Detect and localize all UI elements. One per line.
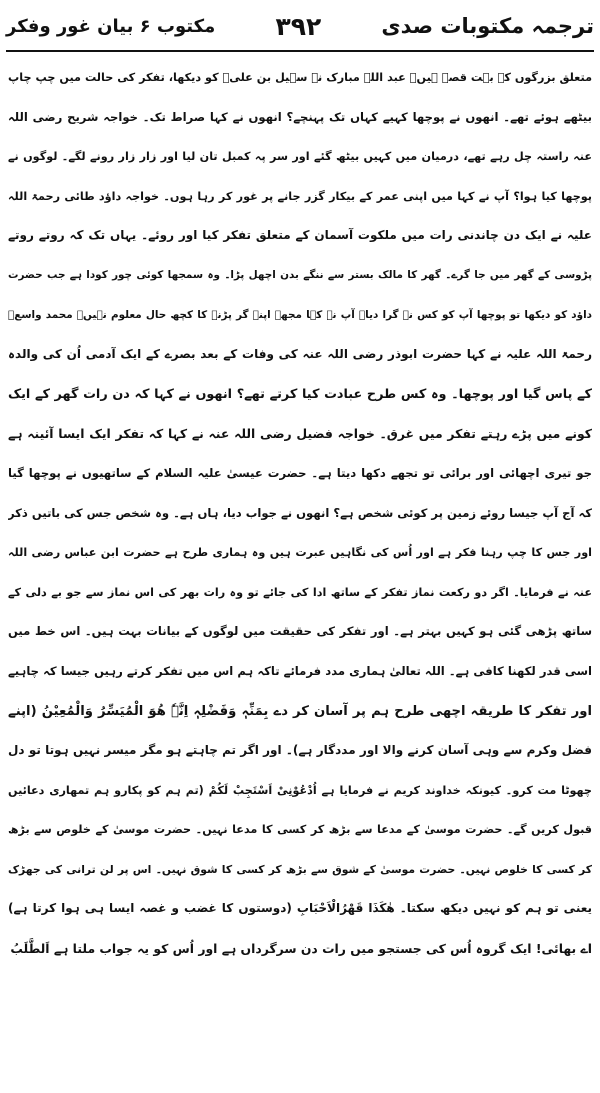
- text-line: بیٹھے ہوئے تھے۔ انھوں نے پوچھا کہیے کہاں تک پہنچے؟ انھوں نے کہا صراط تک۔ خواجہ شریح رضی اللہ: [8, 109, 592, 124]
- text-line: کے پاس گیا اور پوچھا۔ وہ کس طرح عبادت کیا کرتے تھے؟ انھوں نے کہا کہ دن رات گھر کے ایک: [8, 386, 592, 402]
- page-header: [6, 2, 594, 50]
- text-line: علیہ نے ایک دن چاندنی رات میں ملکوت آسمان کے متعلق تفکر کیا اور روئے۔ یہاں تک کہ روتے روتے: [8, 228, 592, 243]
- body-text: [8, 58, 592, 1088]
- header-rule: [6, 50, 594, 52]
- text-line: کہ آج آپ جیسا روئے زمین پر کوئی شخص ہے؟ انھوں نے جواب دیا، ہاں ہے۔ وہ شخص جس کی باتیں ذکر: [8, 505, 592, 520]
- text-line: چھوٹا مت کرو۔ کیونکہ خداوند کریم نے فرمایا ہے اُدْعُوْنِیْ اَسْتَجِبْ لَکُمْ (تم ہم کو پکارو ہم تمھاری دعائیں: [8, 783, 592, 797]
- text-line: ساتھ پڑھی گئی ہو کہیں بہتر ہے۔ اور تفکر کی حقیقت میں لوگوں کے بیانات بہت ہیں۔ اس خط میں: [8, 624, 592, 639]
- text-line: اے بھائی! ایک گروہ اُس کی جستجو میں رات دن سرگرداں ہے اور اُس کو یہ جواب ملتا ہے اَلطَّلَبُ: [10, 941, 592, 957]
- text-line: عنہ راستہ چل رہے تھے، درمیان میں کہیں بیٹھ گئے اور سر پہ کمبل تان لیا اور زار زار رونے لگے۔ لوگوں نے: [8, 150, 592, 164]
- text-line: متعلق بزرگوں کے بہت قصے ہیں۔ عبد اللہ مبارک نے سہیل بن علیؒ کو دیکھا، تفکر کی حالت میں چپ چاپ: [8, 71, 592, 84]
- text-line: کر کسی کا خلوص نہیں۔ حضرت موسیٰ کے شوق سے بڑھ کر کسی کا شوق نہیں۔ اس پر لن ترانی کی جھڑک: [8, 862, 592, 876]
- page-number: ۳۹۲: [275, 11, 322, 41]
- text-line: پڑوسی کے گھر میں جا گرے۔ گھر کا مالک بستر سے ننگے بدن اچھل پڑا۔ وہ سمجھا کوئی چور کودا ہے جب حضرت: [8, 268, 592, 281]
- text-line: اور جس کا چپ رہنا فکر ہے اور اُس کی نگاہیں عبرت ہیں وہ ہماری طرح ہے حضرت ابن عباس رضی اللہ: [8, 546, 592, 560]
- text-line: اور تفکر کا طریقہ اچھی طرح ہم پر آسان کر دے بِمَنِّہٖ وَفَضْلِہٖ اِنَّہٗ ھُوَ الْمُیَسِّرُ وَالْمُعِیْنُ (اپنے: [8, 703, 592, 719]
- text-line: داؤد کو دیکھا تو پوچھا آپ کو کس نے گرا دیا۔ آپ نے کہا مجھے اپنے گر پڑنے کا کچھ حال معلوم نہیں۔ محمد واسعؒ: [8, 308, 592, 321]
- text-line: عنہ نے فرمایا۔ اگر دو رکعت نماز تفکر کے ساتھ ادا کی جائے تو وہ رات بھر کی اس نماز سے جو بے دلی کے: [8, 585, 592, 599]
- text-line: پوچھا کیا ہوا؟ آپ نے کہا میں اپنی عمر کے بیکار گزر جانے پر غور کر رہا ہوں۔ خواجہ داؤد طائی رحمۃ اللہ: [8, 189, 592, 203]
- text-line: کونے میں پڑے رہتے تفکر میں غرق۔ خواجہ فضیل رضی اللہ عنہ نے کہا کہ تفکر ایک ایسا آئینہ ہے: [8, 426, 592, 442]
- text-line: فضل وکرم سے وہی آسان کرنے والا اور مددگار ہے)۔ اور اگر تم چاہتے ہو مگر میسر نہیں ہوتا تو دل: [8, 743, 592, 758]
- text-line: اسی قدر لکھنا کافی ہے۔ اللہ تعالیٰ ہماری مدد فرمائے تاکہ ہم اس میں تفکر کرتے رہیں جیسا کہ چاہیے: [8, 663, 592, 678]
- text-line: رحمۃ اللہ علیہ نے کہا حضرت ابوذر رضی اللہ عنہ کی وفات کے بعد بصرے کے ایک آدمی اُن کی والدہ: [8, 347, 592, 362]
- text-line: جو تیری اچھائی اور برائی تو تجھے دکھا دیتا ہے۔ حضرت عیسیٰ علیہ السلام کے ساتھیوں نے پوچھا گیا: [8, 465, 592, 480]
- text-line: قبول کریں گے۔ حضرت موسیٰ کے مدعا سے بڑھ کر کسی کا مدعا نہیں۔ حضرت موسیٰ کے خلوص سے بڑھ: [8, 823, 592, 837]
- text-line: یعنی تو ہم کو نہیں دیکھ سکتا۔ ھٰکَذَا قَھْرُالْاَحْبَابِ (دوستوں کا غضب و غصہ ایسا ہی ہوا کرتا ہے): [8, 901, 592, 916]
- letter-title: مکتوب ۶ بیان غور وفکر: [6, 15, 216, 37]
- book-title: ترجمہ مکتوبات صدی: [381, 14, 594, 38]
